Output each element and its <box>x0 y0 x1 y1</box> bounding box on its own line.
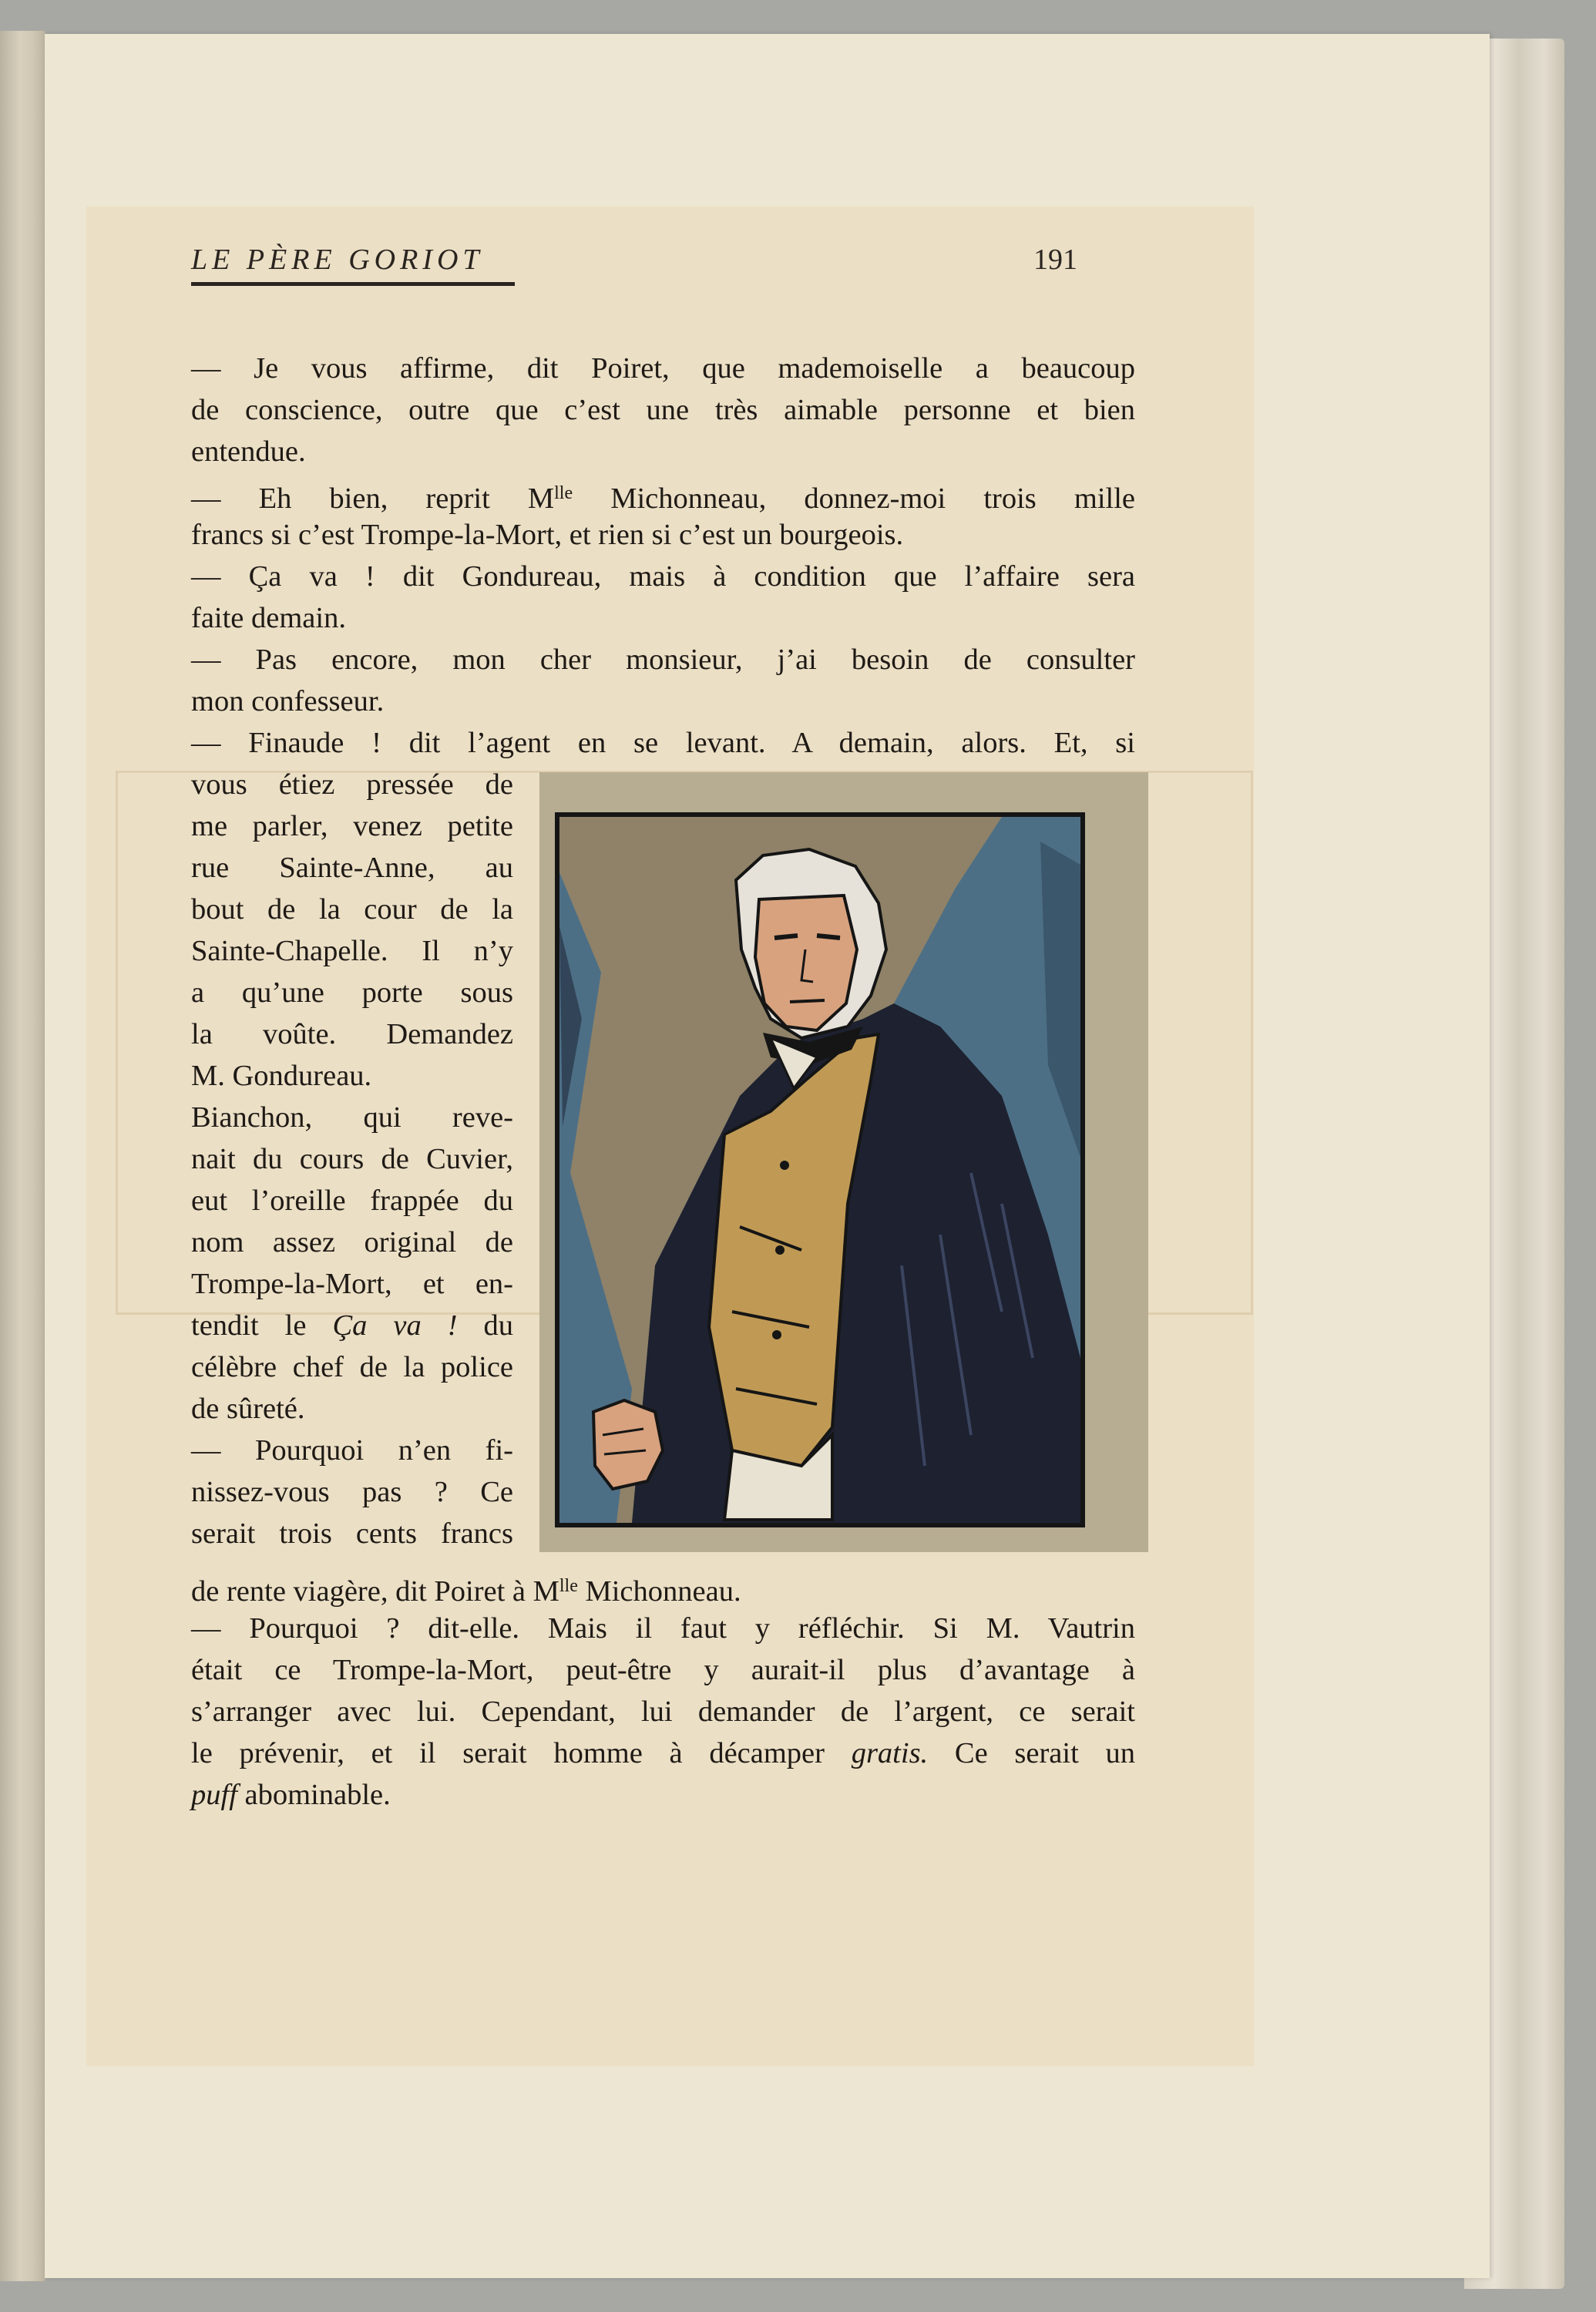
text-line: nom assez original de <box>191 1226 513 1258</box>
text-line: célèbre chef de la police <box>191 1351 513 1383</box>
text-line: — Finaude ! dit l’agent en se levant. A demain, alors. Et, si <box>191 727 1135 759</box>
title-underline <box>191 282 515 286</box>
text-line: nait du cours de Cuvier, <box>191 1143 513 1175</box>
text-line: me parler, venez petite <box>191 810 513 842</box>
portrait-woodcut-icon <box>539 772 1148 1552</box>
text-line: était ce Trompe-la-Mort, peut-être y aurait-il plus d’avantage à <box>191 1654 1135 1686</box>
text-line: de conscience, outre que c’est une très aimable personne et bien <box>191 394 1135 426</box>
text-line: eut l’oreille frappée du <box>191 1185 513 1217</box>
text-line: tendit le Ça va ! du <box>191 1309 514 1342</box>
text-line: de sûreté. <box>191 1393 305 1425</box>
text-line: — Pourquoi ? dit-elle. Mais il faut y réfléchir. Si M. Vautrin <box>191 1612 1135 1645</box>
text-line: entendue. <box>191 435 306 468</box>
text-line: s’arranger avec lui. Cependant, lui demander de l’argent, ce serait <box>191 1695 1135 1728</box>
portrait-illustration <box>539 772 1148 1552</box>
text-line: — Je vous affirme, dit Poiret, que mademoiselle a beaucoup <box>191 352 1135 385</box>
text-line: puff abominable. <box>191 1779 391 1811</box>
text-line: mon confesseur. <box>191 685 385 717</box>
text-line: vous étiez pressée de <box>191 768 513 801</box>
text-line: — Pas encore, mon cher monsieur, j’ai besoin de consulter <box>191 644 1135 676</box>
text-line: Bianchon, qui reve- <box>191 1101 513 1134</box>
text-line: — Ça va ! dit Gondureau, mais à condition que l’affaire sera <box>191 560 1135 593</box>
text-line: a qu’une porte sous <box>191 976 513 1009</box>
text-line: de rente viagère, dit Poiret à $M^{lle}$ Michonneau. <box>191 1575 741 1608</box>
text-line: le prévenir, et il serait homme à décamper gratis. Ce serait un <box>191 1737 1136 1769</box>
text-line: francs si c’est Trompe-la-Mort, et rien si c’est un bourgeois. <box>191 519 904 551</box>
page-number: 191 <box>1033 244 1077 276</box>
text-line: serait trois cents francs <box>191 1517 513 1550</box>
text-line: Sainte-Chapelle. Il n’y <box>191 935 513 967</box>
text-line: — Eh bien, reprit $M^{lle}$ Michonneau, donnez-moi trois mille <box>191 482 1135 515</box>
text-line: rue Sainte-Anne, au <box>191 852 513 884</box>
text-line: nissez-vous pas ? Ce <box>191 1476 513 1508</box>
text-line: la voûte. Demandez <box>191 1018 513 1050</box>
text-line: — Pourquoi n’en fi- <box>191 1434 513 1467</box>
text-line: Trompe-la-Mort, et en- <box>191 1268 513 1300</box>
text-line: M. Gondureau. <box>191 1060 372 1092</box>
text-line: bout de la cour de la <box>191 893 513 926</box>
text-line: faite demain. <box>191 602 346 634</box>
left-page-edge <box>0 31 45 2281</box>
running-title: LE PÈRE GORIOT <box>191 244 484 276</box>
